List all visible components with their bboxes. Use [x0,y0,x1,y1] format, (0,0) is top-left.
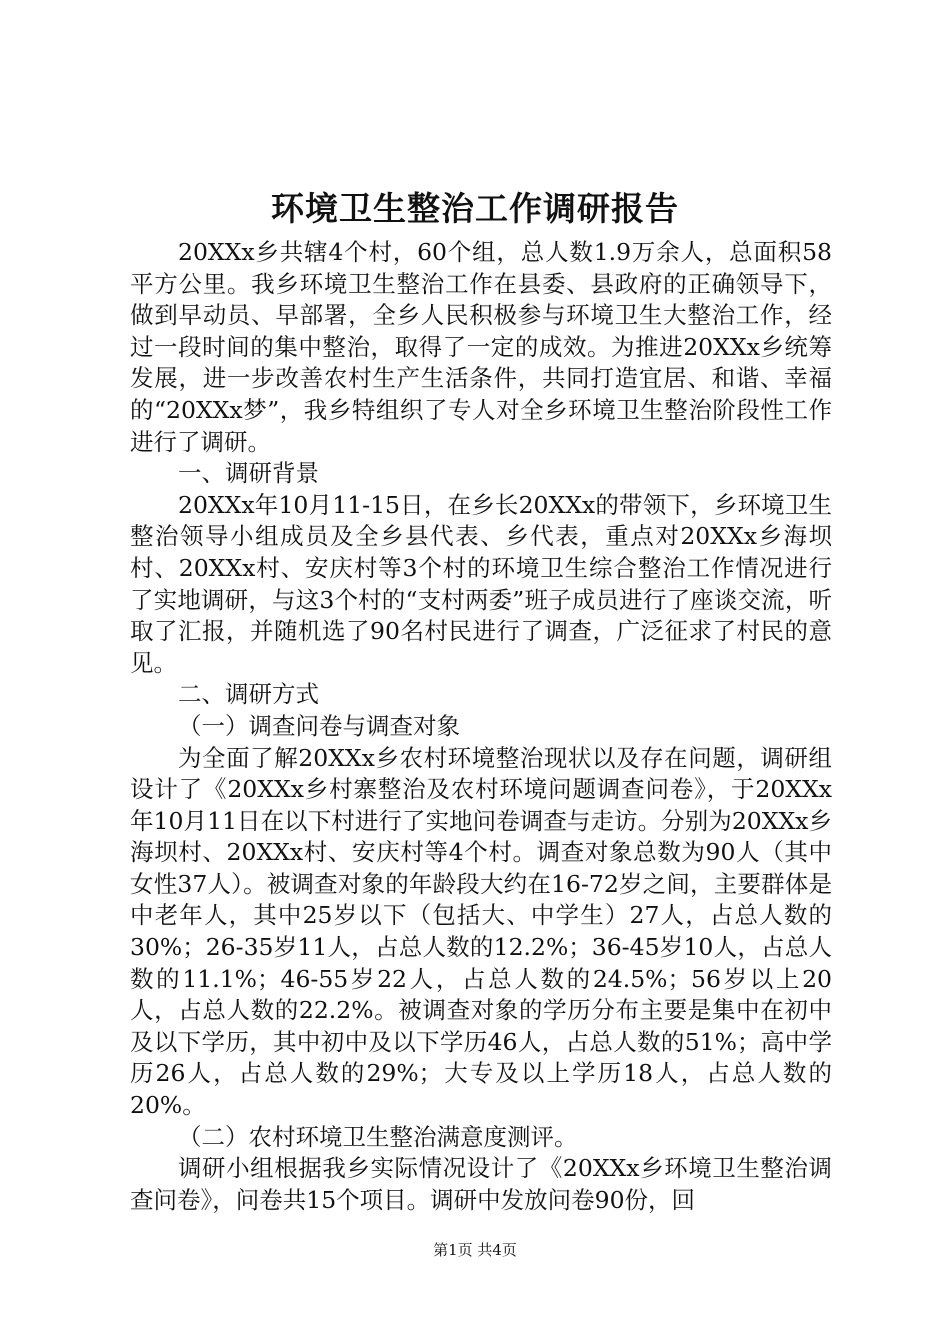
paragraph-satisfaction: 调研小组根据我乡实际情况设计了《20XXx乡环境卫生整治调查问卷》，问卷共15个项目。调研中发放问卷90份，回 [130,1154,832,1214]
section-heading-method: 二、调研方式 [178,680,319,709]
section-heading-background: 一、调研背景 [178,459,319,488]
subsection-heading-satisfaction: （二）农村环境卫生整治满意度测评。 [178,1122,578,1151]
document-body [130,237,832,1216]
paragraph-questionnaire: 为全面了解20XXx乡农村环境整治现状以及存在问题，调研组设计了《20XXx乡村寨整治及农村环境问题调查问卷》，于20XXx年10月11日在以下村进行了实地问卷调查与走访。分别为20XXx乡海坝村、20XXx村、安庆村等4个村。调查对象总数为90人（其中女性37人）。被调查对象的年龄段大约在16-72岁之间，主要群体是中老年人，其中25岁以下（包括大、中学生）27人，占总人数的30%；26-35岁11人，占总人数的12.2%；36-45岁10人，占总人数的11.1%；46-55岁22人，占总人数的24.5%；56岁以上20人，占总人数的22.2%。被调查对象的学历分布主要是集中在初中及以下学历，其中初中及以下学历46人，占总人数的51%；高中学历26人，占总人数的29%；大专及以上学历18人，占总人数的20%。 [130,743,832,1120]
paragraph-intro: 20XXx乡共辖4个村，60个组，总人数1.9万余人，总面积58平方公里。我乡环境卫生整治工作在县委、县政府的正确领导下，做到早动员、早部署，全乡人民积极参与环境卫生大整治工作，经过一段时间的集中整治，取得了一定的成效。为推进20XXx乡统筹发展，进一步改善农村生产生活条件，共同打造宜居、和谐、幸福的“20XXx梦”，我乡特组织了专人对全乡环境卫生整治阶段性工作进行了调研。 [130,238,832,456]
document-title: 环境卫生整治工作调研报告 [271,189,679,228]
page-footer: 第1页 共4页 [433,1241,517,1259]
subsection-heading-questionnaire: （一）调查问卷与调查对象 [178,711,460,740]
paragraph-background: 20XXx年10月11-15日，在乡长20XXx的带领下，乡环境卫生整治领导小组成员及全乡县代表、乡代表，重点对20XXx乡海坝村、20XXx村、安庆村等3个村的环境卫生综合整治工作情况进行了实地调研，与这3个村的“支村两委”班子成员进行了座谈交流，听取了汇报，并随机选了90名村民进行了调查，广泛征求了村民的意见。 [130,490,832,677]
